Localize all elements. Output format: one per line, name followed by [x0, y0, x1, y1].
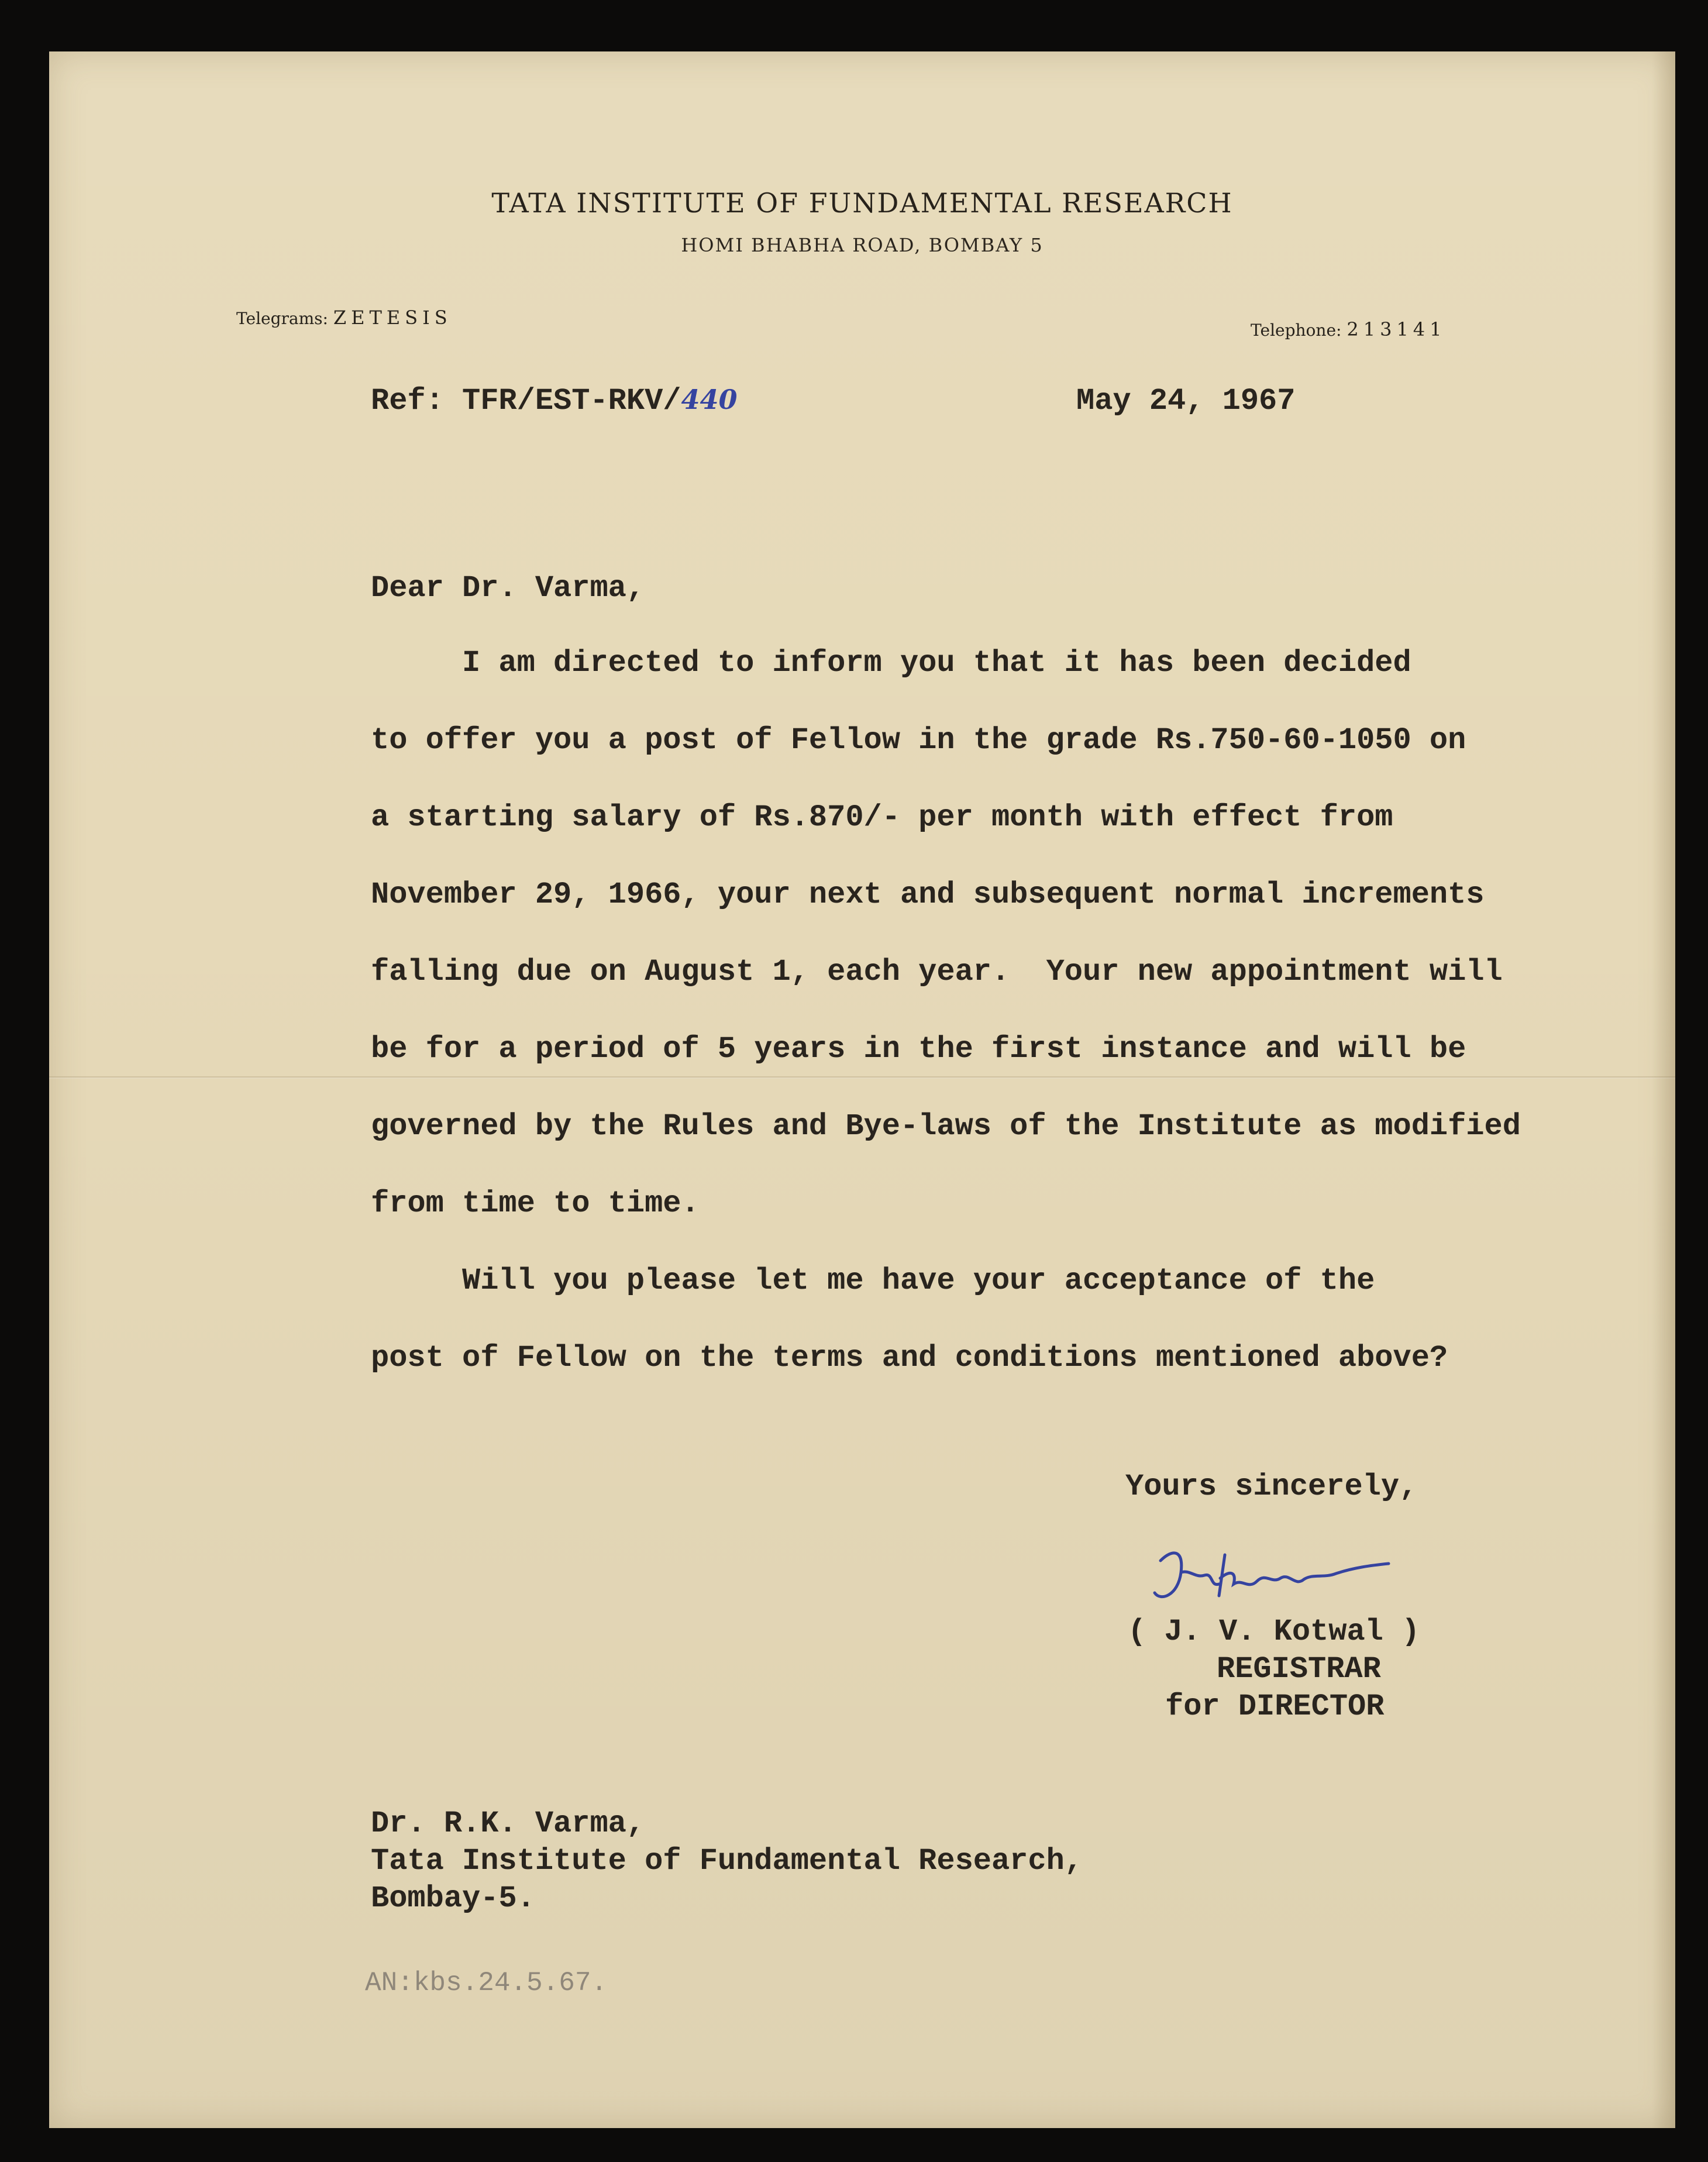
signature-mark	[1149, 1537, 1394, 1619]
signatory-for: for DIRECTOR	[1165, 1689, 1385, 1724]
body-line: be for a period of 5 years in the first instance and will be	[371, 1032, 1466, 1066]
reference-line	[371, 384, 738, 418]
recipient-line-3: Bombay-5.	[371, 1881, 535, 1916]
letter-date: May 24, 1967	[1076, 384, 1296, 418]
body-line: falling due on August 1, each year. Your new appointment will	[371, 955, 1503, 989]
recipient-line-2: Tata Institute of Fundamental Research,	[371, 1844, 1083, 1878]
body-line: November 29, 1966, your next and subsequent normal increments	[371, 877, 1485, 912]
telegrams	[236, 307, 452, 329]
signatory-title: REGISTRAR	[1217, 1652, 1381, 1686]
recipient-line-1: Dr. R.K. Varma,	[371, 1806, 645, 1841]
letter-sheet	[49, 51, 1675, 2128]
reference-initials: AN:kbs.24.5.67.	[365, 1968, 608, 1998]
telephone-value: 213141	[1347, 318, 1447, 340]
body-line: to offer you a post of Fellow in the grade Rs.750-60-1050 on	[371, 723, 1466, 758]
body-line: I am directed to inform you that it has been decided	[371, 646, 1411, 680]
paper-edge	[1652, 51, 1675, 2128]
body-line: a starting salary of Rs.870/- per month with effect from	[371, 800, 1393, 835]
salutation: Dear Dr. Varma,	[371, 571, 645, 605]
body-line: post of Fellow on the terms and conditions mentioned above?	[371, 1341, 1448, 1375]
body-line: from time to time.	[371, 1186, 700, 1221]
letterhead-address: HOMI BHABHA ROAD, BOMBAY 5	[681, 234, 1044, 256]
telephone-label: Telephone:	[1251, 321, 1342, 340]
reference-typed: Ref: TFR/EST-RKV/	[371, 384, 681, 418]
telephone	[1251, 318, 1447, 340]
telegrams-value: ZETESIS	[333, 307, 452, 329]
telegrams-label: Telegrams:	[236, 309, 328, 328]
reference-handwritten-number: 440	[681, 384, 738, 415]
fold-crease	[49, 1076, 1675, 1079]
body-line: governed by the Rules and Bye-laws of the Institute as modified	[371, 1109, 1521, 1144]
signatory-name: ( J. V. Kotwal )	[1128, 1614, 1420, 1649]
letterhead-name: TATA INSTITUTE OF FUNDAMENTAL RESEARCH	[491, 187, 1233, 219]
body-line: Will you please let me have your acceptance of the	[371, 1264, 1375, 1298]
closing: Yours sincerely,	[1125, 1469, 1418, 1504]
